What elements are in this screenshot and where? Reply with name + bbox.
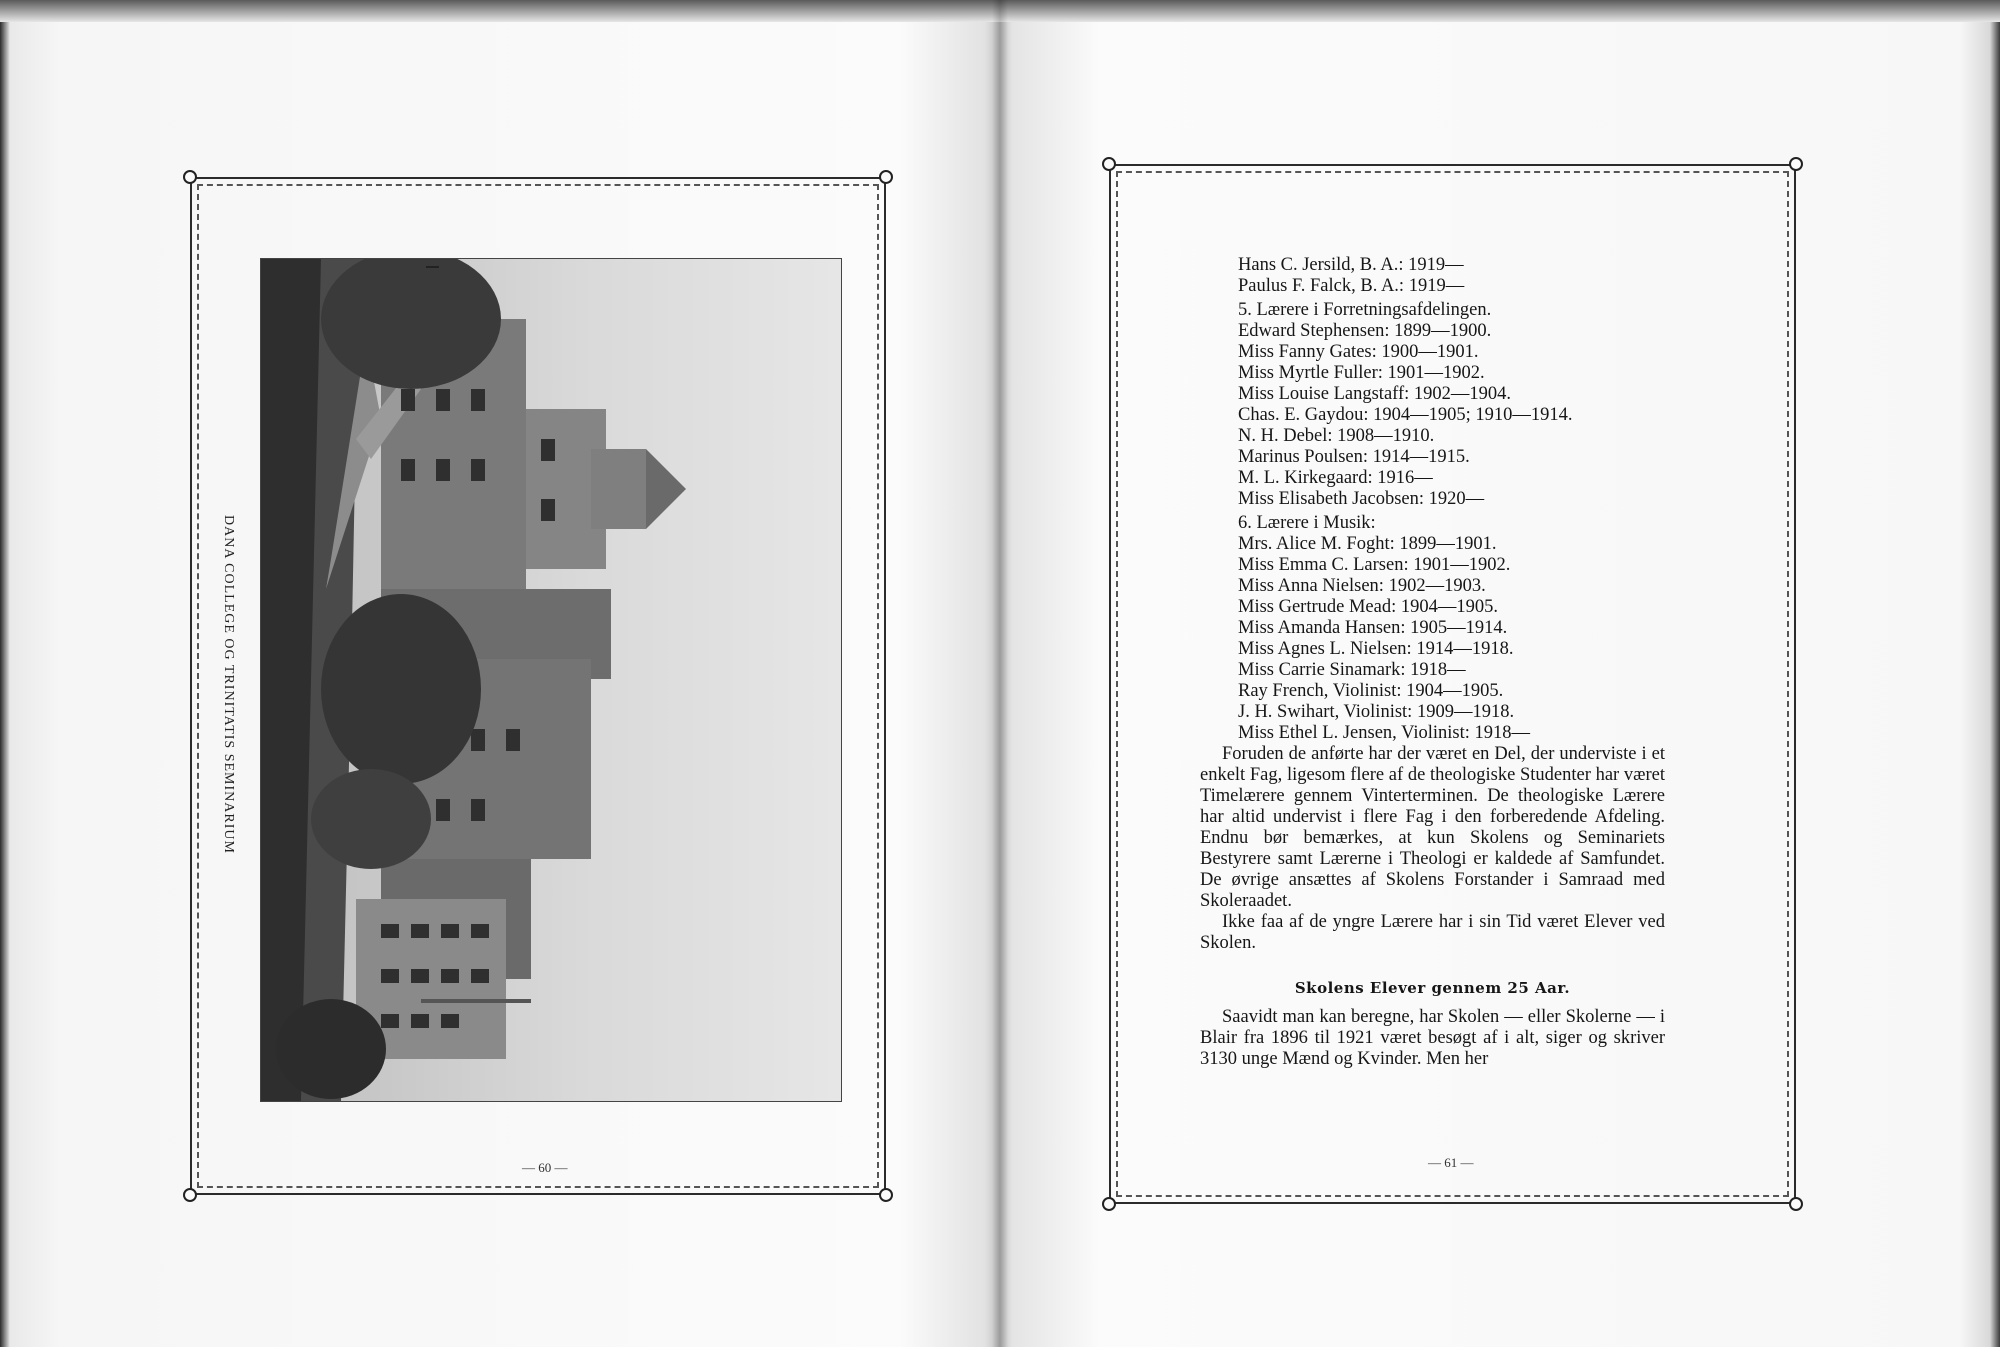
page-number-right: — 61 —	[1428, 1155, 1474, 1170]
border-ornament	[183, 170, 197, 184]
right-page-text	[1200, 255, 1665, 1070]
list-item: Mrs. Alice M. Foght: 1899—1901.	[1238, 534, 1497, 554]
list-item: Miss Gertrude Mead: 1904—1905.	[1238, 597, 1498, 617]
list-item: N. H. Debel: 1908—1910.	[1238, 426, 1435, 446]
list-item: Miss Anna Nielsen: 1902—1903.	[1238, 576, 1486, 596]
list-item: Miss Louise Langstaff: 1902—1904.	[1238, 384, 1512, 404]
body-paragraph: Foruden de anførte har der været en Del, der underviste i et enkelt Fag, ligesom flere af de theologiske Studenter har været Timelærere gennem Vinterterminen. De theologiske Lærere har altid undervist i flere Fag i den forberedende Afdeling. Endnu bør bemærkes, at kun Skolens og Seminariets Bestyrere samt Lærerne i Theologi er kaldede af Samfundet. De øvrige ansættes af Skolens Forstander i Samraad med Skoleraadet.	[1200, 744, 1665, 911]
list-item: Marinus Poulsen: 1914—1915.	[1238, 447, 1470, 467]
college-building-photo	[260, 258, 842, 1102]
list-item: Miss Fanny Gates: 1900—1901.	[1238, 342, 1479, 362]
section-heading: 6. Lærere i Musik:	[1238, 513, 1376, 533]
border-ornament	[1102, 157, 1116, 171]
list-item: Miss Emma C. Larsen: 1901—1902.	[1238, 555, 1511, 575]
list-item: Miss Myrtle Fuller: 1901—1902.	[1238, 363, 1485, 383]
border-ornament	[183, 1188, 197, 1202]
list-item: Miss Carrie Sinamark: 1918—	[1238, 660, 1466, 680]
border-ornament	[879, 170, 893, 184]
list-item: J. H. Swihart, Violinist: 1909—1918.	[1238, 702, 1515, 722]
border-ornament	[1789, 157, 1803, 171]
list-item: Miss Amanda Hansen: 1905—1914.	[1238, 618, 1508, 638]
list-item: Edward Stephensen: 1899—1900.	[1238, 321, 1492, 341]
list-item: Paulus F. Falck, B. A.: 1919—	[1238, 276, 1465, 296]
list-item: Miss Elisabeth Jacobsen: 1920—	[1238, 489, 1485, 509]
building-illustration	[261, 259, 841, 1101]
list-item: Miss Ethel L. Jensen, Violinist: 1918—	[1238, 723, 1530, 743]
border-ornament	[1102, 1197, 1116, 1211]
list-item: M. L. Kirkegaard: 1916—	[1238, 468, 1433, 488]
section-heading: 5. Lærere i Forretningsafdelingen.	[1238, 300, 1492, 320]
section-title: Skolens Elever gennem 25 Aar.	[1294, 979, 1571, 997]
book-gutter	[992, 0, 1008, 1347]
body-paragraph: Ikke faa af de yngre Lærere har i sin Tid været Elever ved Skolen.	[1200, 912, 1665, 953]
list-item: Ray French, Violinist: 1904—1905.	[1238, 681, 1504, 701]
list-item: Miss Agnes L. Nielsen: 1914—1918.	[1238, 639, 1514, 659]
border-ornament	[1789, 1197, 1803, 1211]
page-number-left: — 60 —	[522, 1160, 568, 1175]
list-item: Hans C. Jersild, B. A.: 1919—	[1238, 255, 1464, 275]
body-paragraph: Saavidt man kan beregne, har Skolen — eller Skolerne — i Blair fra 1896 til 1921 været besøgt af i alt, siger og skriver 3130 unge Mænd og Kvinder. Men her	[1200, 1007, 1665, 1069]
border-ornament	[879, 1188, 893, 1202]
photo-caption: DANA COLLEGE OG TRINITATIS SEMINARIUM	[221, 515, 236, 854]
list-item: Chas. E. Gaydou: 1904—1905; 1910—1914.	[1238, 405, 1573, 425]
